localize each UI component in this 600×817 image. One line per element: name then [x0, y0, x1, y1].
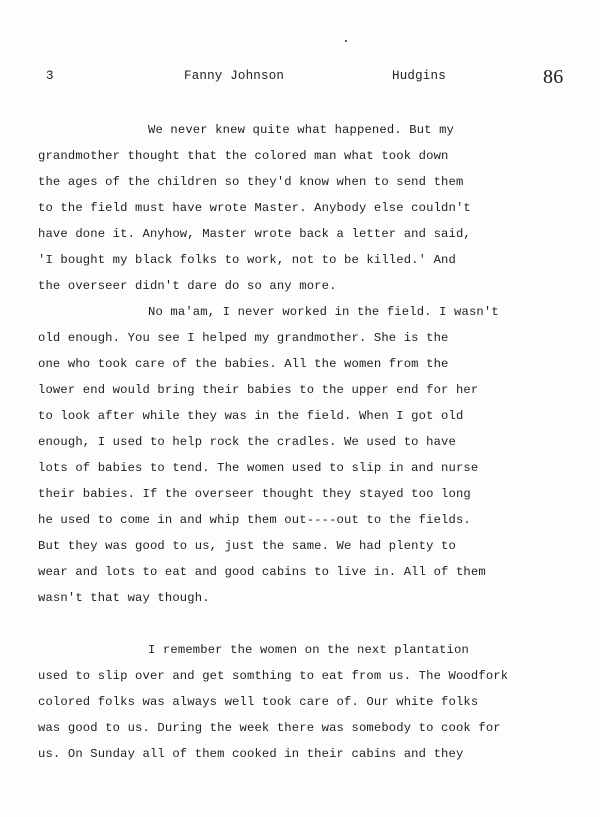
text-line: No ma'am, I never worked in the field. I wasn't [148, 305, 499, 319]
paragraph-3 [38, 637, 578, 767]
text-line: one who took care of the babies. All the women from the [38, 357, 449, 371]
text-line: the ages of the children so they'd know when to send them [38, 175, 464, 189]
text-line: grandmother thought that the colored man what took down [38, 149, 449, 163]
header-interviewer: Hudgins [392, 69, 446, 83]
text-line: old enough. You see I helped my grandmother. She is the [38, 331, 449, 345]
text-line: We never knew quite what happened. But my [148, 123, 455, 137]
text-line: lower end would bring their babies to the upper end for her [38, 383, 479, 397]
paragraph-1 [38, 117, 578, 299]
text-line: wasn't that way though. [38, 591, 210, 605]
text-line: he used to come in and whip them out----out to the fields. [38, 513, 471, 527]
text-line: wear and lots to eat and good cabins to live in. All of them [38, 565, 486, 579]
text-line: have done it. Anyhow, Master wrote back a letter and said, [38, 227, 471, 241]
header-number: 3 [46, 69, 54, 83]
header-page-number: 86 [543, 66, 564, 88]
header-informant-name: Fanny Johnson [184, 69, 285, 83]
text-line: was good to us. During the week there was somebody to cook for [38, 721, 501, 735]
text-line: to the field must have wrote Master. Anybody else couldn't [38, 201, 471, 215]
text-line: us. On Sunday all of them cooked in their cabins and they [38, 747, 464, 761]
text-line: lots of babies to tend. The women used to slip in and nurse [38, 461, 479, 475]
text-line: 'I bought my black folks to work, not to be killed.' And [38, 253, 456, 267]
text-line: their babies. If the overseer thought they stayed too long [38, 487, 471, 501]
text-line: used to slip over and get somthing to eat from us. The Woodfork [38, 669, 509, 683]
text-line: colored folks was always well took care of. Our white folks [38, 695, 479, 709]
text-line: to look after while they was in the field. When I got old [38, 409, 464, 423]
text-line: the overseer didn't dare do so any more. [38, 279, 337, 293]
transcript-body [38, 117, 578, 767]
text-line: enough, I used to help rock the cradles. We used to have [38, 435, 456, 449]
ink-speck [345, 40, 347, 42]
page-header [0, 66, 600, 90]
paragraph-2 [38, 299, 578, 611]
text-line: I remember the women on the next plantation [148, 643, 469, 657]
text-line: But they was good to us, just the same. We had plenty to [38, 539, 456, 553]
